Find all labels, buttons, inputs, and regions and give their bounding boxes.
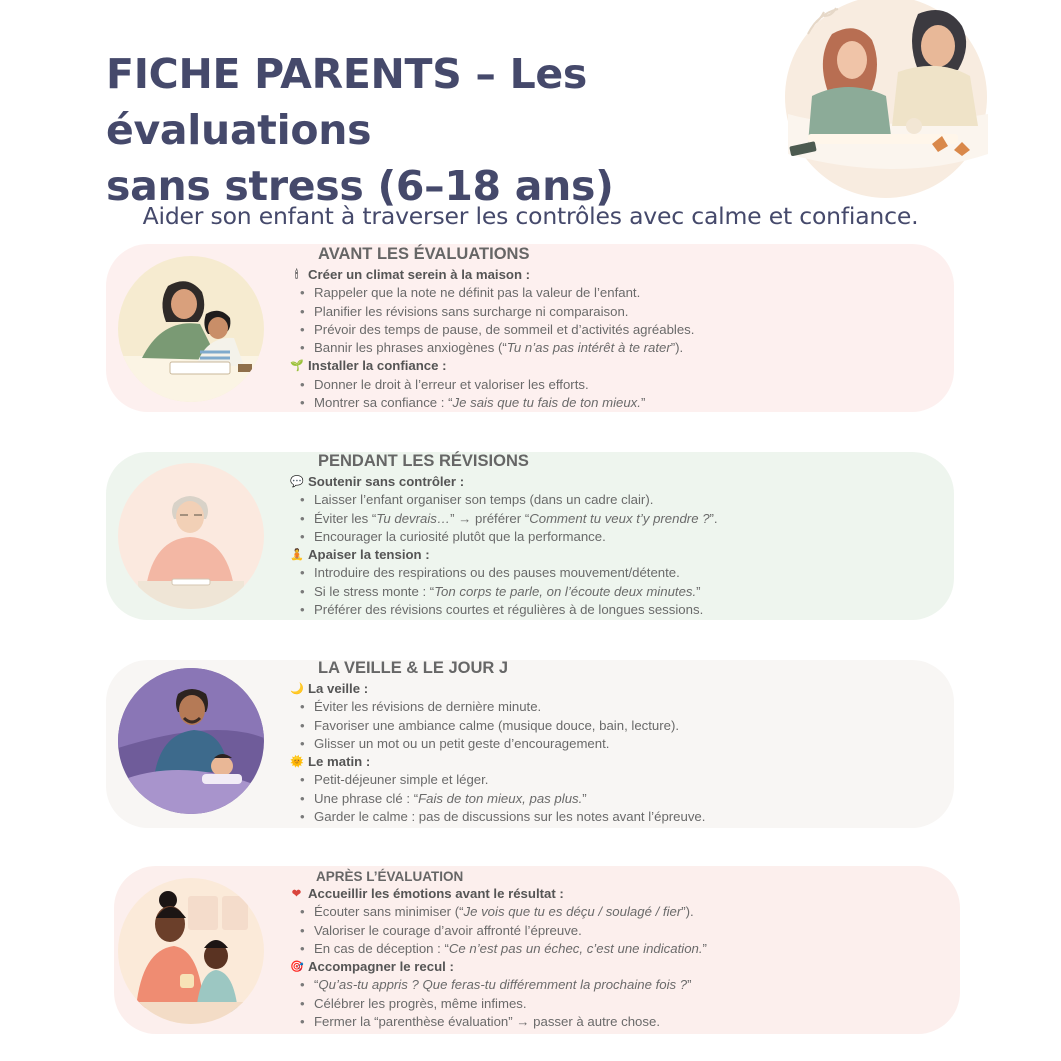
section-content-before xyxy=(290,266,970,412)
heart-icon: ❤ xyxy=(291,888,302,900)
group-heading: 🌞 Le matin : xyxy=(290,753,970,771)
list-item: • Planifier les révisions sans surcharge ni comparaison. xyxy=(314,303,970,321)
speech-bubble-icon: 💬 xyxy=(290,476,304,488)
list-item: • Favoriser une ambiance calme (musique douce, bain, lecture). xyxy=(314,717,970,735)
seedling-icon: 🌱 xyxy=(290,360,304,373)
moon-icon: 🌙 xyxy=(290,683,304,695)
meditation-icon: 🧘 xyxy=(290,549,304,562)
group-heading: ❤ Accueillir les émotions avant le résultat : xyxy=(290,885,970,903)
list-item: • Rappeler que la note ne définit pas la valeur de l’enfant. xyxy=(314,284,970,302)
target-icon: 🎯 xyxy=(290,961,304,974)
candle-icon: 🕯 xyxy=(294,269,299,281)
section-title-after: APRÈS L’ÉVALUATION xyxy=(316,869,464,884)
list-item: • Éviter les révisions de dernière minute. xyxy=(314,698,970,716)
list-item: • Une phrase clé : “Fais de ton mieux, pas plus.” xyxy=(314,790,970,808)
list-item: • Écouter sans minimiser (“Je vois que tu es déçu / soulagé / fier”). xyxy=(314,903,970,921)
group-heading: 🌙 La veille : xyxy=(290,680,970,698)
section-title-during: PENDANT LES RÉVISIONS xyxy=(318,452,529,470)
bullet-list xyxy=(290,376,970,413)
section-content-after xyxy=(290,885,970,1031)
title-line-1: FICHE PARENTS – Les évaluations xyxy=(106,50,588,154)
bullet-list xyxy=(290,976,970,1031)
list-item: • Garder le calme : pas de discussions sur les notes avant l’épreuve. xyxy=(314,808,970,826)
section-content-during xyxy=(290,473,970,619)
list-item: • Encourager la curiosité plutôt que la performance. xyxy=(314,528,970,546)
group-heading: 🌱 Installer la confiance : xyxy=(290,357,970,375)
list-item: • Célébrer les progrès, même infimes. xyxy=(314,995,970,1013)
list-item: • En cas de déception : “Ce n’est pas un échec, c’est une indication.” xyxy=(314,940,970,958)
list-item: • “Qu’as-tu appris ? Que feras-tu différemment la prochaine fois ?” xyxy=(314,976,970,994)
list-item: • Valoriser le courage d’avoir affronté l’épreuve. xyxy=(314,922,970,940)
illustration-mother-child-homework xyxy=(118,256,264,402)
section-title-eve: LA VEILLE & LE JOUR J xyxy=(318,659,509,677)
list-item: • Introduire des respirations ou des pauses mouvement/détente. xyxy=(314,564,970,582)
list-item: • Donner le droit à l’erreur et valoriser les efforts. xyxy=(314,376,970,394)
illustration-calm-parent-meditating xyxy=(118,463,264,609)
bullet-list xyxy=(290,698,970,753)
list-item: • Laisser l’enfant organiser son temps (dans un cadre clair). xyxy=(314,491,970,509)
group-heading: 💬 Soutenir sans contrôler : xyxy=(290,473,970,491)
bullet-list xyxy=(290,564,970,619)
list-item: • Préférer des révisions courtes et régulières à de longues sessions. xyxy=(314,601,970,619)
hero-illustration xyxy=(768,0,1004,200)
list-item: • Éviter les “Tu devrais…” → préférer “Comment tu veux t’y prendre ?”. xyxy=(314,510,970,528)
section-title-before: AVANT LES ÉVALUATIONS xyxy=(318,245,530,263)
bullet-list xyxy=(290,771,970,826)
list-item: • Glisser un mot ou un petit geste d’encouragement. xyxy=(314,735,970,753)
bullet-list xyxy=(290,284,970,357)
group-heading: 🕯 Créer un climat serein à la maison : xyxy=(290,266,970,284)
list-item: • Montrer sa confiance : “Je sais que tu fais de ton mieux.” xyxy=(314,394,970,412)
bullet-list xyxy=(290,491,970,546)
sun-icon: 🌞 xyxy=(290,756,304,769)
bullet-list xyxy=(290,903,970,958)
group-heading: 🎯 Accompagner le recul : xyxy=(290,958,970,976)
list-item: • Si le stress monte : “Ton corps te parle, on l’écoute deux minutes.” xyxy=(314,583,970,601)
list-item: • Bannir les phrases anxiogènes (“Tu n’as pas intérêt à te rater”). xyxy=(314,339,970,357)
page-title xyxy=(106,46,866,214)
list-item: • Prévoir des temps de pause, de sommeil et d’activités agréables. xyxy=(314,321,970,339)
illustration-father-child-bedtime xyxy=(118,668,264,814)
title-line-2: sans stress (6–18 ans) xyxy=(106,162,614,210)
page-subtitle: Aider son enfant à traverser les contrôles avec calme et confiance. xyxy=(142,202,919,230)
list-item: • Petit-déjeuner simple et léger. xyxy=(314,771,970,789)
illustration-mother-son-talking xyxy=(118,878,264,1024)
group-heading: 🧘 Apaiser la tension : xyxy=(290,546,970,564)
section-content-eve xyxy=(290,680,970,826)
list-item: • Fermer la “parenthèse évaluation” → passer à autre chose. xyxy=(314,1013,970,1031)
